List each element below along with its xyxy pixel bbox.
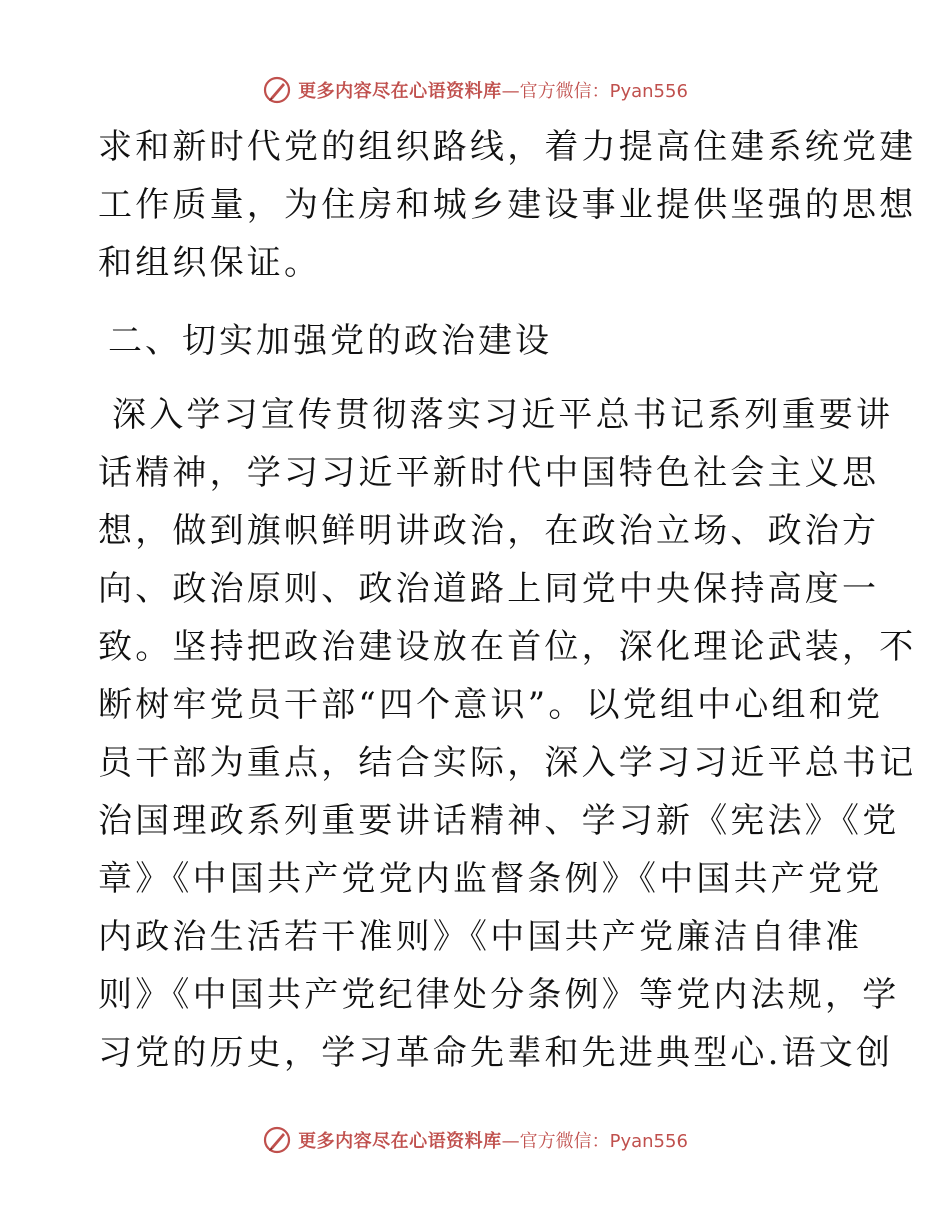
paragraph-line: 深入学习宣传贯彻落实习近平总书记系列重要讲 <box>98 395 894 435</box>
banner-official-text: —官方微信：Pyan556 <box>501 1131 688 1152</box>
banner-official-text: —官方微信：Pyan556 <box>501 81 688 102</box>
paragraph-line: 章》《中国共产党党内监督条例》《中国共产党党 <box>98 859 883 899</box>
quill-logo-icon <box>262 75 292 105</box>
paragraph-line: 和组织保证。 <box>98 243 322 283</box>
paragraph-line: 向、政治原则、政治道路上同党中央保持高度一 <box>98 569 880 609</box>
document-body <box>98 118 917 1082</box>
section-heading: 二、切实加强党的政治建设 <box>108 321 552 361</box>
paragraph-line: 则》《中国共产党纪律处分条例》等党内法规，学 <box>98 975 900 1015</box>
paragraph-line: 员干部为重点，结合实际，深入学习习近平总书记 <box>98 743 917 783</box>
footer-banner <box>0 1120 950 1160</box>
paragraph-line: 求和新时代党的组织路线，着力提高住建系统党建 <box>98 127 917 167</box>
paragraph-line: 工作质量，为住房和城乡建设事业提供坚强的思想 <box>98 185 917 225</box>
paragraph-line: 话精神，学习习近平新时代中国特色社会主义思 <box>98 453 880 493</box>
paragraph-line: 致。坚持把政治建设放在首位，深化理论武装，不 <box>98 627 917 667</box>
paragraph-line: 想，做到旗帜鲜明讲政治，在政治立场、政治方 <box>98 511 880 551</box>
paragraph-line: 习党的历史，学习革命先辈和先进典型心.语文创 <box>98 1033 894 1073</box>
header-banner <box>0 70 950 110</box>
paragraph-line: 治国理政系列重要讲话精神、学习新《宪法》《党 <box>98 801 900 841</box>
paragraph-line: 内政治生活若干准则》《中国共产党廉洁自律准 <box>98 917 863 957</box>
banner-brand-text: 更多内容尽在心语资料库 <box>298 1131 502 1152</box>
banner-brand-text: 更多内容尽在心语资料库 <box>298 81 502 102</box>
paragraph-line: 断树牢党员干部“四个意识”。以党组中心组和党 <box>98 685 884 725</box>
quill-logo-icon <box>262 1125 292 1155</box>
